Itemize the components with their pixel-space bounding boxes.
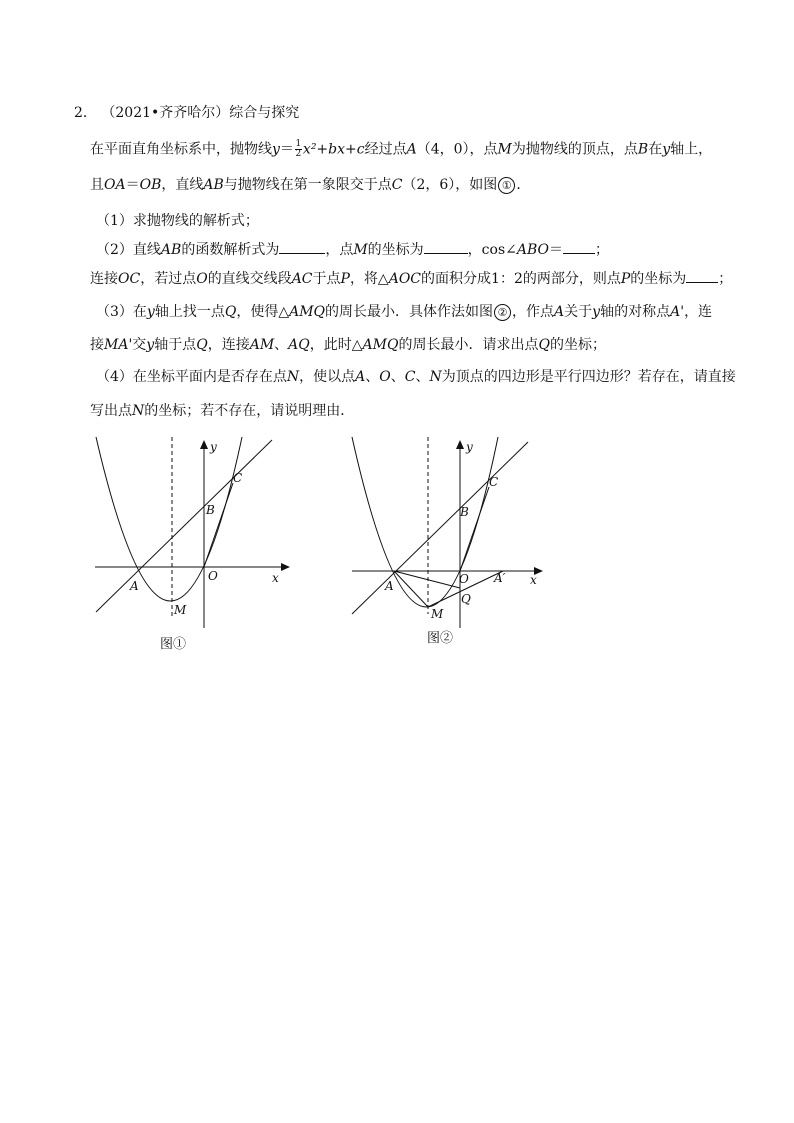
- q4-text: 、: [390, 369, 405, 385]
- q4-text: 、: [365, 369, 380, 385]
- q3-text: 轴的对称点: [600, 304, 671, 320]
- intro-text: 在: [648, 141, 663, 158]
- var-C: C: [391, 177, 403, 193]
- q2b-text: ，将△: [349, 271, 389, 287]
- cond-text: ．: [516, 177, 531, 193]
- fraction-denominator: 2: [295, 149, 302, 159]
- q3b-text: 的周长最小．请求出点: [398, 337, 539, 353]
- label-B: B: [206, 503, 215, 517]
- cond-text: 且: [90, 177, 104, 193]
- segment-OC: [460, 487, 489, 571]
- segment-AQ: [394, 571, 460, 588]
- var-N: N: [429, 369, 442, 385]
- var-y: y: [272, 141, 280, 158]
- var-B: B: [637, 141, 649, 158]
- label-y: y: [210, 440, 217, 454]
- label-M: M: [431, 607, 444, 621]
- q2-text: 的函数解析式为: [181, 242, 280, 258]
- q2-text: （2）直线: [96, 242, 161, 258]
- var-AB: AB: [203, 177, 224, 193]
- var-A: A: [554, 304, 565, 320]
- var-A-prime: A': [670, 304, 685, 320]
- q3b-text: 轴于点: [154, 337, 197, 353]
- label-A: A: [130, 579, 139, 593]
- fraction-numerator: 1: [295, 139, 302, 149]
- var-P: P: [620, 271, 631, 287]
- figure-2: [352, 437, 543, 628]
- q2b-text: 于点: [312, 271, 341, 287]
- q2b-text: ；: [718, 271, 733, 287]
- label-C: C: [233, 471, 243, 485]
- var-A: A: [355, 369, 366, 385]
- q4-text: ，使以点: [299, 369, 356, 385]
- label-x: x: [272, 571, 279, 585]
- var-Q: Q: [538, 337, 550, 353]
- label-Q: Q: [461, 592, 471, 606]
- problem-source: （2021•齐齐哈尔）综合与探究: [101, 105, 300, 121]
- q3-text: （3）在: [96, 304, 147, 320]
- intro-text: 轴上，: [670, 141, 713, 158]
- label-A: A: [385, 579, 394, 593]
- segment-OC: [204, 483, 233, 567]
- var-AOC: AOC: [388, 271, 422, 287]
- var-OB: OB: [139, 177, 162, 193]
- figure-2-caption: 图②: [427, 631, 454, 646]
- var-M: M: [353, 242, 368, 258]
- label-C: C: [489, 475, 499, 489]
- q3b-text: 接: [90, 337, 104, 353]
- label-O: O: [459, 572, 469, 586]
- var-C: C: [404, 369, 416, 385]
- q3b-text: 、: [274, 337, 289, 353]
- q2b-text: 的直线交线段: [207, 271, 292, 287]
- label-O: O: [208, 569, 218, 583]
- cond-text: （2，6），如图: [402, 177, 498, 193]
- label-B: B: [460, 505, 469, 519]
- q3b-text: 的坐标；: [549, 337, 606, 353]
- var-y: y: [146, 337, 155, 353]
- q2-text: ，cos∠: [467, 242, 517, 258]
- var-Q: Q: [224, 304, 237, 320]
- var-AM: AM: [249, 337, 275, 353]
- figure-1: [95, 437, 290, 628]
- label-x: x: [530, 573, 537, 587]
- q2b-text: 的坐标为: [630, 271, 687, 287]
- y-axis-arrow-icon: [456, 440, 464, 449]
- var-AMQ: AMQ: [362, 337, 399, 353]
- intro-text: 经过点: [364, 141, 407, 158]
- cond-text: 与抛物线在第一象限交于点: [223, 177, 392, 193]
- q2b-text: 连接: [90, 271, 118, 287]
- q3-text: 轴上找一点: [154, 304, 225, 320]
- var-y: y: [662, 141, 671, 158]
- var-AMQ: AMQ: [289, 304, 326, 320]
- q3b-text: ，连接: [207, 337, 250, 353]
- var-AQ: AQ: [288, 337, 310, 353]
- q3-text: ，作点: [512, 304, 555, 320]
- x-axis-arrow-icon: [281, 563, 290, 571]
- q3b-text: 交: [132, 337, 147, 353]
- cond-text: ，直线: [161, 177, 204, 193]
- q3-text: 的周长最小．具体作法如图: [325, 304, 494, 320]
- line-AB: [96, 440, 272, 612]
- intro-text: （4，0），点: [416, 141, 498, 158]
- var-AC: AC: [291, 271, 313, 287]
- intro-text: 为抛物线的顶点，点: [511, 141, 638, 158]
- var-N: N: [132, 403, 145, 419]
- q4-text: 、: [415, 369, 430, 385]
- var-O: O: [196, 271, 208, 287]
- var-OC: OC: [118, 271, 141, 287]
- label-y: y: [466, 440, 473, 454]
- label-A-prime: A′: [494, 571, 506, 585]
- q3-text: ，连: [684, 304, 713, 320]
- q4b-text: 写出点: [90, 403, 132, 419]
- q2-text: 的坐标为: [367, 242, 424, 258]
- equals: ＝: [549, 242, 563, 258]
- var-OA: OA: [104, 177, 126, 193]
- intro-text: 在平面直角坐标系中，抛物线: [90, 141, 272, 158]
- q2b-text: ，若过点: [140, 271, 197, 287]
- figure-1-caption: 图①: [160, 637, 187, 652]
- problem-number: 2．: [74, 105, 97, 121]
- q2-text: ，点: [325, 242, 354, 258]
- q3-text: 关于: [564, 304, 593, 320]
- label-M: M: [174, 603, 187, 617]
- q4-text: （4）在坐标平面内是否存在点: [96, 369, 287, 385]
- q4b-text: 的坐标；若不存在，请说明理由．: [144, 403, 355, 419]
- equals: ＝: [279, 141, 294, 158]
- y-axis-arrow-icon: [200, 440, 208, 449]
- var-M: M: [497, 141, 512, 158]
- var-Q: Q: [196, 337, 208, 353]
- figure-ref-1: ①: [498, 177, 515, 194]
- q3-text: ，使得△: [236, 304, 290, 320]
- var-ABO: ABO: [516, 242, 549, 258]
- figure-ref-2: ②: [494, 304, 511, 321]
- var-A: A: [406, 141, 417, 158]
- var-N: N: [286, 369, 300, 385]
- var-y: y: [146, 304, 155, 320]
- var-O: O: [379, 369, 391, 385]
- q4-text: 为顶点的四边形是平行四边形？若存在，请直接: [441, 369, 736, 385]
- equation-rest: x²+bx+c: [302, 141, 365, 158]
- var-P: P: [340, 271, 350, 287]
- question-1: （1）求抛物线的解析式；: [96, 213, 259, 229]
- parabola: [352, 437, 498, 607]
- q3b-text: ，此时△: [309, 337, 363, 353]
- var-AB: AB: [160, 242, 182, 258]
- equals: ＝: [125, 177, 140, 193]
- q2-text: ；: [595, 242, 609, 258]
- var-MA-prime: MA': [104, 337, 133, 353]
- var-y: y: [592, 304, 601, 320]
- segment-AM: [394, 571, 428, 607]
- line-AB: [352, 442, 528, 614]
- q2b-text: 的面积分成1：2的两部分，则点: [421, 271, 621, 287]
